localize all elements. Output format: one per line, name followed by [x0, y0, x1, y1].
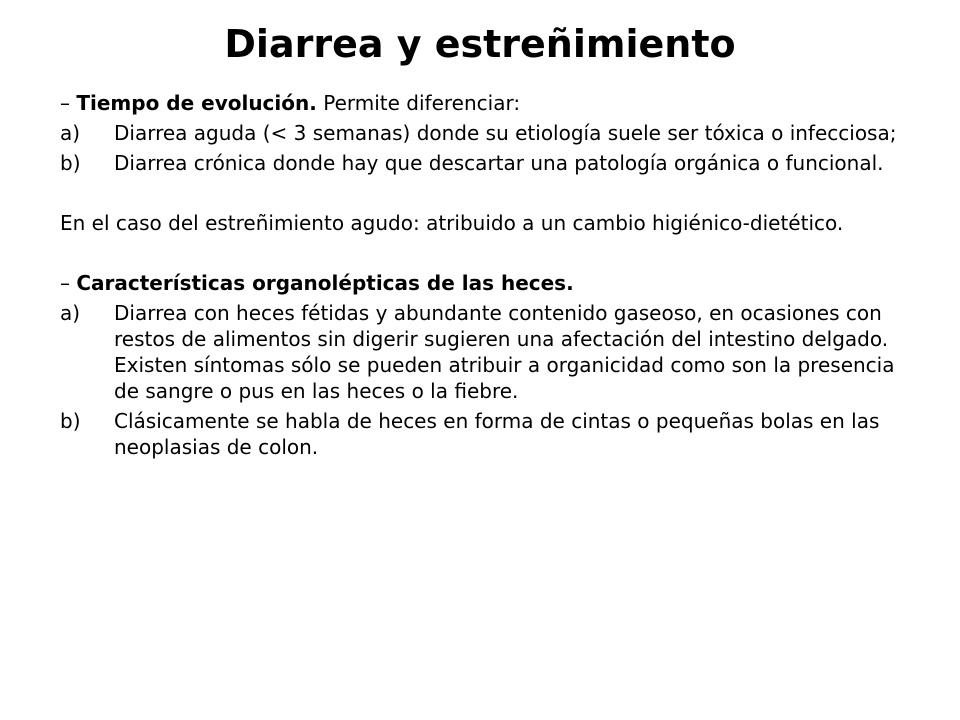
- list-marker: b): [60, 151, 81, 175]
- list-item-acute-diarrhea: [60, 120, 910, 146]
- slide-body: [60, 90, 910, 460]
- list-item-text: Diarrea aguda (< 3 semanas) donde su etiología suele ser tóxica o infecciosa;: [114, 121, 897, 145]
- section-evolution-intro: Permite diferenciar:: [316, 91, 521, 115]
- list-item-fetid-stool: [60, 300, 910, 404]
- dash-marker: –: [60, 91, 77, 115]
- list-marker: a): [60, 301, 81, 325]
- list-item-ribbon-stool: [60, 408, 910, 460]
- list-item-text: Diarrea crónica donde hay que descartar una patología orgánica o funcional.: [114, 151, 884, 175]
- section-stool-heading: [60, 270, 910, 296]
- list-marker: a): [60, 121, 81, 145]
- dash-marker: –: [60, 271, 77, 295]
- list-item-text: Diarrea con heces fétidas y abundante contenido gaseoso, en ocasiones con restos de alimentos sin digerir sugieren una afectación del intestino delgado. Existen síntomas sólo se pueden atribuir a organicidad como son la presencia de sangre o pus en las heces o la fiebre.: [114, 301, 895, 403]
- list-item-text: Clásicamente se habla de heces en forma de cintas o pequeñas bolas en las neoplasias de colon.: [114, 409, 880, 459]
- list-item-chronic-diarrhea: [60, 150, 910, 176]
- list-marker: b): [60, 409, 81, 433]
- section-evolution-title: Tiempo de evolución.: [76, 91, 317, 115]
- constipation-paragraph: En el caso del estreñimiento agudo: atribuido a un cambio higiénico-dietético.: [60, 211, 844, 235]
- section-evolution-heading: [60, 90, 910, 116]
- section-stool-title: Características organolépticas de las heces.: [76, 271, 574, 295]
- slide-title: Diarrea y estreñimiento: [224, 22, 736, 66]
